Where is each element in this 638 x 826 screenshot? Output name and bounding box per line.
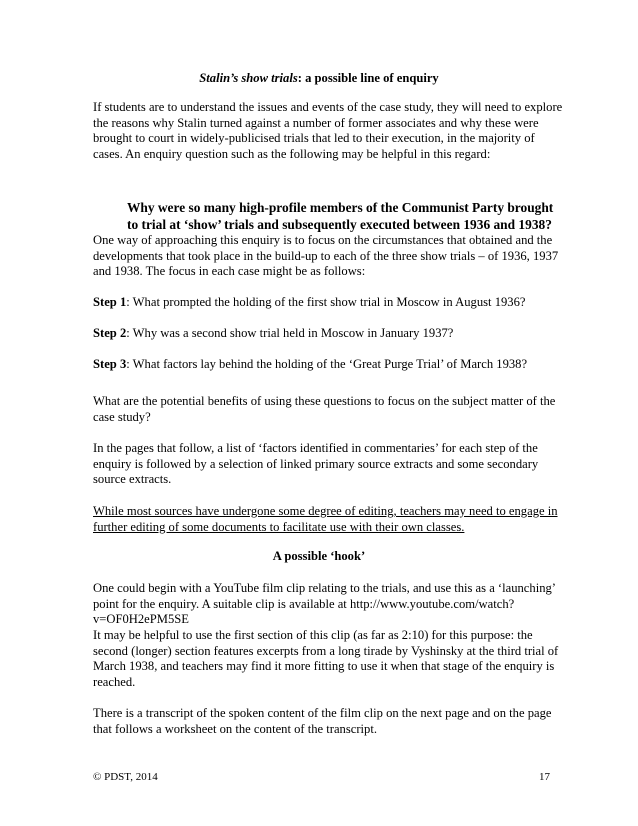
title-rest: : a possible line of enquiry <box>297 71 439 85</box>
step-3 <box>93 357 563 373</box>
editing-note: While most sources have undergone some degree of editing, teachers may need to engage in further editing of some documents to facilitate use with their own classes. <box>93 504 558 534</box>
page-title <box>0 71 638 86</box>
footer-copyright: © PDST, 2014 <box>93 771 158 783</box>
step-label: Step 1 <box>93 295 127 309</box>
step-2 <box>93 326 563 342</box>
step-text: : Why was a second show trial held in Moscow in January 1937? <box>126 326 454 340</box>
transcript-paragraph: There is a transcript of the spoken content of the film clip on the next page and on the page that follows a worksheet on the content of the transcript. <box>93 706 552 736</box>
step-text: : What factors lay behind the holding of the ‘Great Purge Trial’ of March 1938? <box>126 357 528 371</box>
title-italic: Stalin’s show trials <box>199 71 298 85</box>
hook-paragraph: One could begin with a YouTube film clip relating to the trials, and use this as a ‘launching’ point for the enquiry. A suitable clip is available at http://www.youtube.com/watch?v=OF0H2ePM5SE <box>93 581 556 627</box>
clip-paragraph: It may be helpful to use the first section of this clip (as far as 2:10) for this purpose: the second (longer) section features excerpts from a long tirade by Vyshinsky at the third trial of March 1938, and teachers may find it more fitting to use it when that stage of the enquiry is reached. <box>93 628 559 689</box>
approach-paragraph: One way of approaching this enquiry is to focus on the circumstances that obtained and the developments that took place in the build-up to each of the three show trials – of 1936, 1937 and 1938. The focus in each case might be as follows: <box>93 233 559 279</box>
hook-heading: A possible ‘hook’ <box>272 549 366 563</box>
step-label: Step 3 <box>93 357 127 371</box>
enquiry-question: Why were so many high-profile members of the Communist Party brought to trial at ‘show’ trials and subsequently executed between 1936 and 1938? <box>127 200 554 233</box>
step-label: Step 2 <box>93 326 127 340</box>
step-1 <box>93 295 563 311</box>
pages-paragraph: In the pages that follow, a list of ‘factors identified in commentaries’ for each step of the enquiry is followed by a selection of linked primary source extracts and some secondary source extracts. <box>93 441 539 487</box>
page-number: 17 <box>539 771 550 783</box>
step-text: : What prompted the holding of the first show trial in Moscow in August 1936? <box>126 295 526 309</box>
intro-paragraph: If students are to understand the issues and events of the case study, they will need to explore the reasons why Stalin turned against a number of former associates and why these were brought to court in widely-publicised trials that led to their execution, in the majority of cases. An enquiry question such as the following may be helpful in this regard: <box>93 100 563 161</box>
benefits-paragraph: What are the potential benefits of using these questions to focus on the subject matter of the case study? <box>93 394 556 424</box>
